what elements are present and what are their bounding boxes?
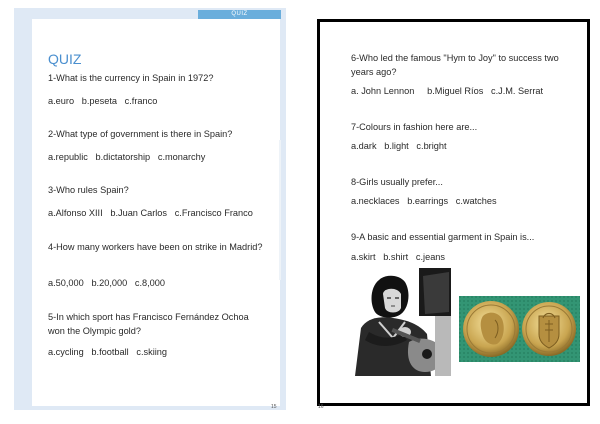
option-c: c.franco: [124, 96, 158, 106]
peseta-coins-illustration: [459, 296, 580, 362]
option-b: b.light: [384, 141, 409, 151]
guitarist-photo: [349, 268, 451, 376]
option-a: a.republic: [48, 152, 88, 162]
page-number-right: 16: [318, 404, 324, 410]
question-5-options: [48, 347, 167, 357]
question-4: 4-How many workers have been on strike in Madrid?: [48, 242, 263, 252]
quiz-heading: QUIZ: [48, 51, 82, 67]
option-c: c.bright: [416, 141, 447, 151]
option-c: c.8,000: [134, 278, 166, 288]
question-9: 9-A basic and essential garment in Spain is...: [351, 232, 535, 242]
option-a: a.50,000: [48, 278, 84, 288]
option-b: b.football: [91, 347, 129, 357]
question-7-options: [351, 141, 447, 151]
option-b: b.shirt: [383, 252, 409, 262]
option-c: c.monarchy: [157, 152, 206, 162]
page-side-rule: [281, 19, 283, 406]
page-number-left: 15: [271, 404, 277, 410]
option-c: c.watches: [455, 196, 497, 206]
question-6: 6-Who led the famous "Hym to Joy" to success two years ago?: [351, 53, 559, 77]
option-b: b.dictatorship: [95, 152, 151, 162]
option-b: b.Miguel Ríos: [427, 86, 484, 96]
question-8: 8-Girls usually prefer...: [351, 177, 443, 187]
question-1-options: [48, 96, 157, 106]
guitarist-illustration: [349, 268, 451, 376]
option-b: b.Juan Carlos: [110, 208, 168, 218]
option-a: a. John Lennon: [351, 86, 415, 96]
option-c: c.skiing: [136, 347, 168, 357]
question-4-options: [48, 278, 165, 288]
option-b: b.peseta: [81, 96, 117, 106]
option-a: a.necklaces: [351, 196, 400, 206]
question-3: 3-Who rules Spain?: [48, 185, 129, 195]
question-3-options: [48, 208, 253, 218]
question-5: 5-In which sport has Francisco Fernández Ochoa won the Olympic gold?: [48, 312, 249, 336]
scroll-shade: [279, 140, 281, 280]
option-a: a.skirt: [351, 252, 376, 262]
option-c: c.jeans: [415, 252, 446, 262]
option-a: a.Alfonso XIII: [48, 208, 103, 218]
option-a: a.euro: [48, 96, 75, 106]
question-9-options: [351, 252, 445, 262]
option-a: a.cycling: [48, 347, 84, 357]
option-c: c.Francisco Franco: [174, 208, 253, 218]
quiz-tab: QUIZ: [198, 10, 281, 19]
question-7: 7-Colours in fashion here are...: [351, 122, 478, 132]
question-8-options: [351, 196, 497, 206]
question-2-options: [48, 152, 205, 162]
question-1: 1-What is the currency in Spain in 1972?: [48, 73, 214, 83]
question-6-options: [351, 86, 543, 96]
option-b: b.earrings: [407, 196, 449, 206]
option-b: b.20,000: [91, 278, 128, 288]
coins-photo: [459, 296, 580, 362]
option-a: a.dark: [351, 141, 377, 151]
option-c: c.J.M. Serrat: [490, 86, 544, 96]
question-2: 2-What type of government is there in Spain?: [48, 129, 233, 139]
